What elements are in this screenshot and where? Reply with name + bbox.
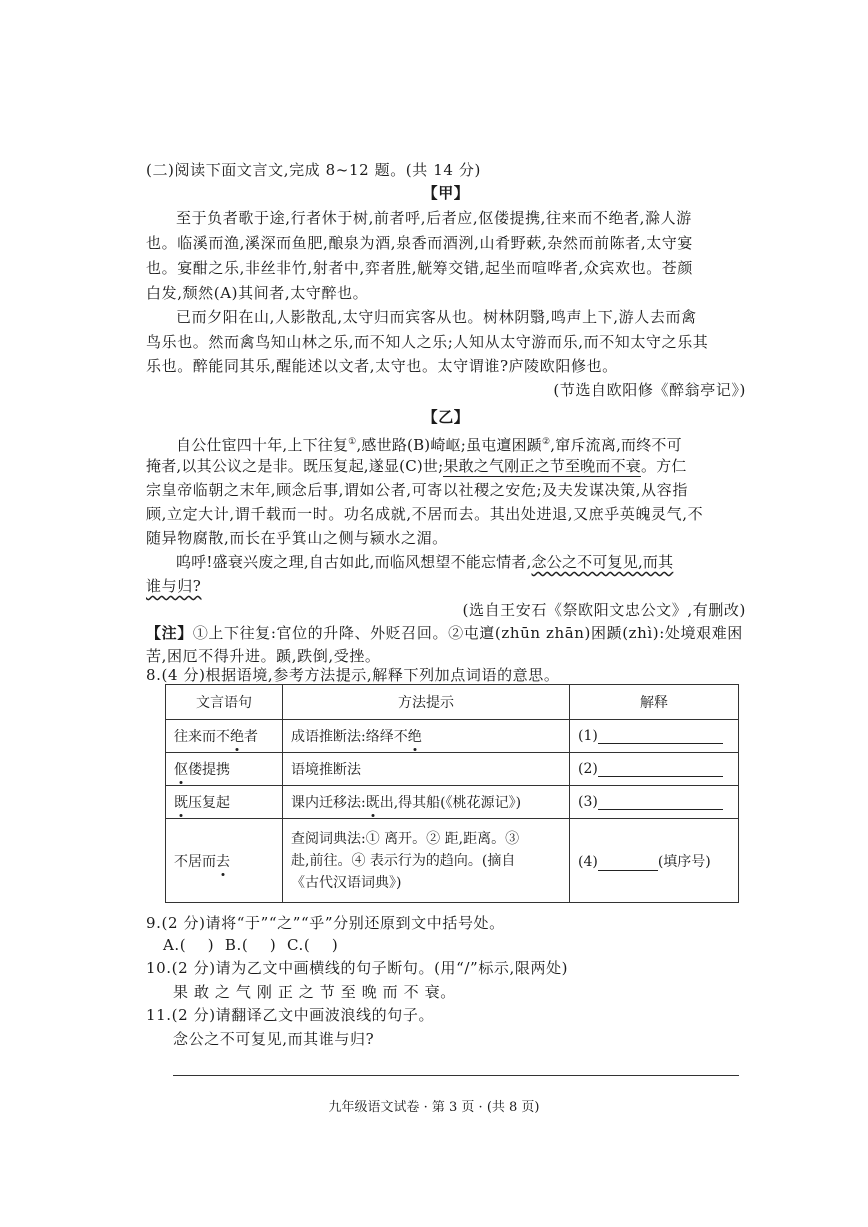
table-row [166,819,739,903]
hint-cell: 成语推断法:络绎不绝 [283,720,570,753]
jia-line-2: 也。临溪而渔,溪深而鱼肥,酿泉为酒,泉香而酒洌,山肴野蔌,杂然而前陈者,太守宴 [146,234,694,252]
q9-options[interactable]: A.( ) B.( ) C.( ) [163,936,339,954]
yi-text: 自公仕宦四十年,上下往复 [176,436,349,454]
jia-line-3: 也。宴酣之乐,非丝非竹,射者中,弈者胜,觥筹交错,起坐而喧哗者,众宾欢也。苍颜 [146,259,694,277]
yi-line-1 [146,432,746,455]
jia-line-1: 至于负者歌于途,行者休于树,前者呼,后者应,伛偻提携,往来而不绝者,滁人游 [176,209,692,227]
yi-text: 呜呼!盛衰兴废之理,自古如此,而临风想望不能忘情者, [176,553,532,571]
answer-suffix: (填序号) [657,853,711,870]
hint-cell [283,819,570,903]
table-header-row [166,685,739,720]
answer-line[interactable] [173,1075,739,1076]
note-text: ①上下往复:官位的升降、外贬召回。②屯邅(zhūn zhān)困踬(zhì):处境艰难困 [192,624,743,642]
answer-label: (3) [578,794,598,810]
sentence-cell: 往来而不绝者 [166,720,283,753]
wavy-sentence: 念公之不可复见,而其 [531,553,674,571]
section-heading: (二)阅读下面文言文,完成 8~12 题。(共 14 分) [146,161,481,179]
yi-line-6 [146,552,746,572]
table-row [166,786,739,819]
table-row [166,720,739,753]
note-line-1 [146,623,746,643]
answer-blank[interactable] [598,856,658,871]
jia-line-4: 白发,颓然(A)其间者,太守醉也。 [146,284,369,302]
q9-prompt: 9.(2 分)请将“于”“之”“乎”分别还原到文中括号处。 [146,914,505,932]
page-footer: 九年级语文试卷 · 第 3 页 · (共 8 页) [328,1100,540,1115]
jia-source: (节选自欧阳修《醉翁亭记》) [553,381,746,399]
yi-line-7 [146,576,746,596]
note-line-2: 苦,困厄不得升进。踬,跌倒,受挫。 [146,647,381,665]
yi-line-5: 随异物腐散,而长在乎箕山之侧与颍水之湄。 [146,529,448,547]
answer-cell[interactable] [570,720,739,753]
answer-cell[interactable] [570,753,739,786]
jia-line-5: 已而夕阳在山,人影散乱,太守归而宾客从也。树林阴翳,鸣声上下,游人去而禽 [176,308,697,326]
sentence-cell: 既压复起 [166,786,283,819]
hint-line: 赴,前往。④ 表示行为的趋向。(摘自 [291,852,516,869]
underlined-sentence: 果敢之气刚正之节至晚而不衰 [443,457,641,475]
answer-blank[interactable] [598,762,723,777]
yi-line-4: 顾,立定大计,谓千载而一时。功名成就,不居而去。其出处进退,又庶乎英魄灵气,不 [146,505,704,523]
yi-text: ,窜斥流离,而终不可 [550,436,682,454]
answer-label: (4) [578,853,598,870]
table-header: 文言语句 [166,685,283,720]
q10-sentence[interactable]: 果 敢 之 气 刚 正 之 节 至 晚 而 不 衰。 [173,983,456,1001]
hint-line: 查阅词典法:① 离开。② 距,距离。③ [291,830,520,847]
q8-table [165,684,739,903]
yi-line-2 [146,456,746,476]
yi-text: 掩者,以其公议之是非。既压复起,遂显(C)世; [146,457,444,475]
answer-blank[interactable] [598,795,723,810]
answer-cell[interactable] [570,786,739,819]
q11-prompt: 11.(2 分)请翻译乙文中画波浪线的句子。 [146,1006,435,1024]
yi-text: 。方仁 [640,457,687,475]
q10-prompt: 10.(2 分)请为乙文中画横线的句子断句。(用“/”标示,限两处) [146,959,569,977]
q11-sentence: 念公之不可复见,而其谁与归? [173,1030,375,1048]
yi-text: ,感世路(B)崎岖;虽屯邅困踬 [356,436,543,454]
answer-label: (1) [578,728,598,744]
jia-title: 【甲】 [422,184,470,202]
hint-line: 《古代汉语词典》) [291,874,402,891]
yi-title: 【乙】 [422,408,470,426]
wavy-sentence: 谁与归? [146,577,202,595]
answer-cell[interactable] [570,819,739,903]
answer-blank[interactable] [598,729,723,744]
yi-source: (选自王安石《祭欧阳文忠公文》,有删改) [462,601,746,619]
sentence-cell: 伛偻提携 [166,753,283,786]
yi-line-3: 宗皇帝临朝之末年,顾念后事,谓如公者,可寄以社稷之安危;及夫发谋决策,从容指 [146,481,688,499]
note-ref: ① [348,437,357,447]
jia-line-7: 乐也。醉能同其乐,醒能述以文者,太守也。太守谓谁?庐陵欧阳修也。 [146,357,618,375]
hint-cell: 语境推断法 [283,753,570,786]
sentence-cell: 不居而去 [166,819,283,903]
note-label: 【注】 [146,624,193,642]
table-header: 解释 [570,685,739,720]
jia-line-6: 鸟乐也。然而禽鸟知山林之乐,而不知人之乐;人知从太守游而乐,而不知太守之乐其 [146,333,709,351]
table-row [166,753,739,786]
answer-label: (2) [578,761,598,777]
hint-cell: 课内迁移法:既出,得其船(《桃花源记》) [283,786,570,819]
table-header: 方法提示 [283,685,570,720]
note-ref: ② [542,437,551,447]
q8-prompt: 8.(4 分)根据语境,参考方法提示,解释下列加点词语的意思。 [146,666,560,684]
